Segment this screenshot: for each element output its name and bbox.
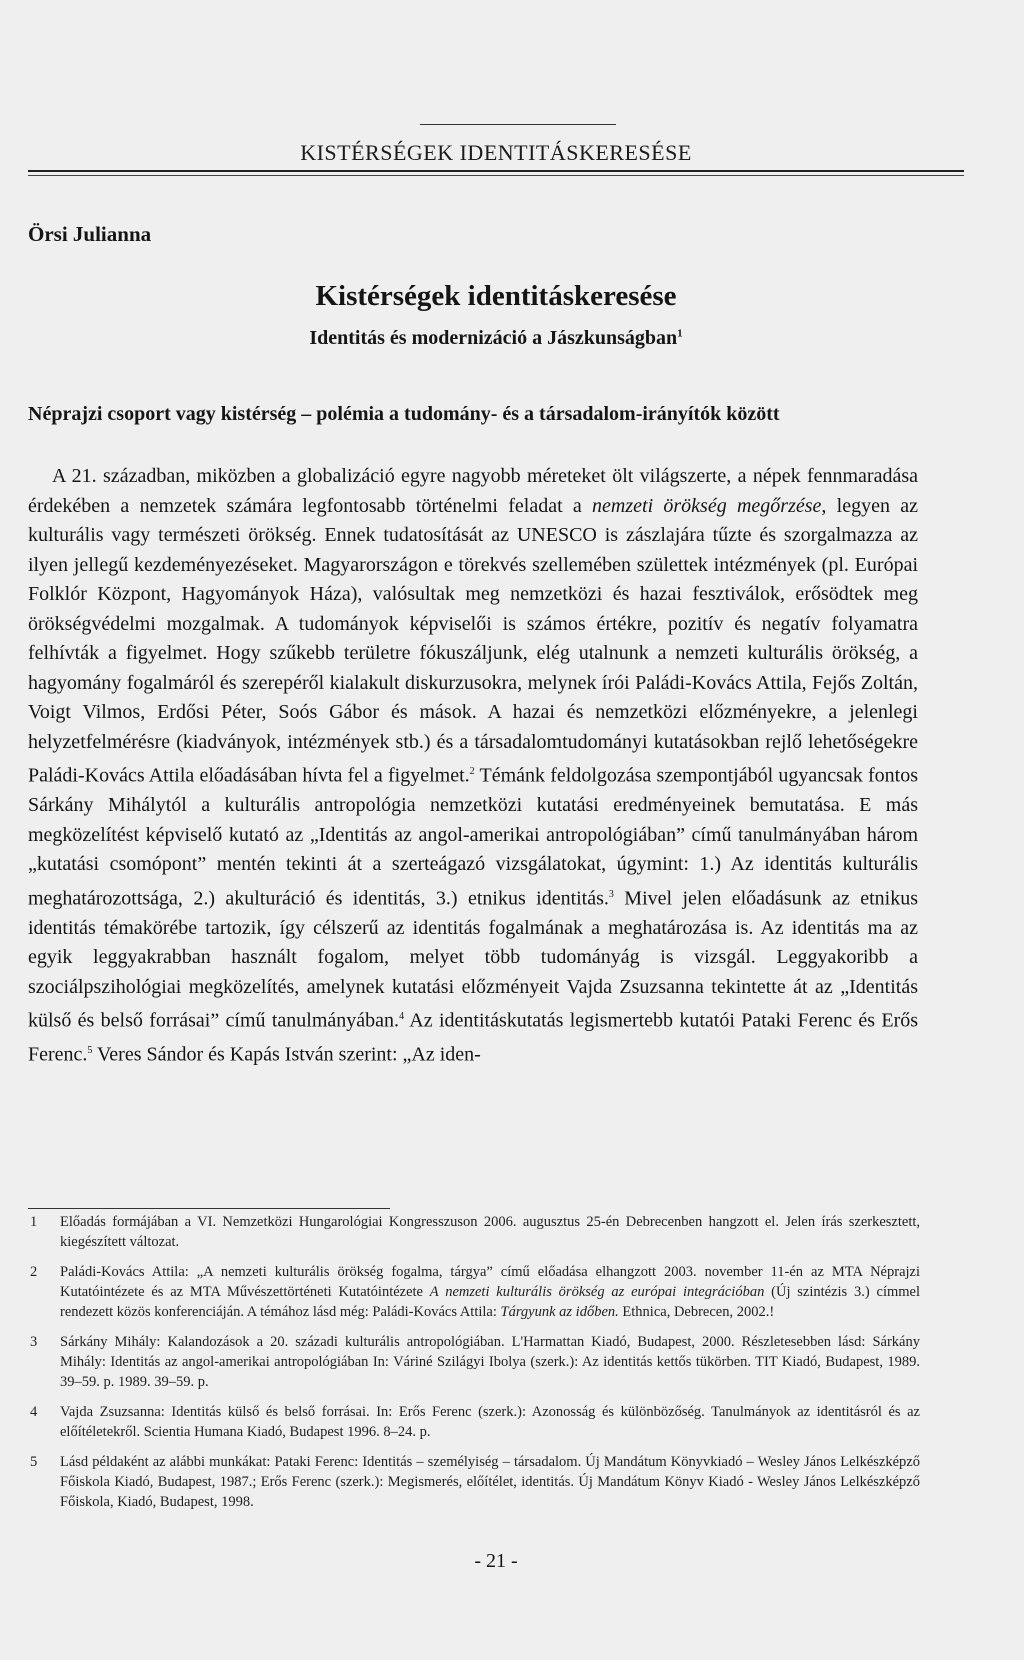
body-text-run: , legyen az kulturális vagy természeti örökség. Ennek tudatosítását az UNESCO is zászlajára tűzte és szorgalmazza az ilyen jellegű kezdeményezéseket. Magyarországon e törekvés szellemében születtek intézmények (pl. Európai Folklór Központ, Hagyományok Háza), valósultak meg nemzetközi és hazai fesztiválok, erősödtek meg örökségvédelmi mozgalmak. A tudományok képviselői is számos értékre, pozitív és negatív folyamatra felhívták a figyelmet. Hogy szűkebb területre fókuszáljunk, elég utalnunk a nemzeti kulturális örökség, a hagyomány fogalmáról és szerepéről kialakult diskurzusokra, melynek írói Paládi-Kovács Attila, Fejős Zoltán, Voigt Vilmos, Erdősi Péter, Soós Gábor és mások. A hazai és nemzetközi előzményekre, a jelenlegi helyzetfelmérésre (kiadványok, intézmények stb.) és a társadalomtudományi kutatásokban rejlő lehetőségekre Paládi-Kovács Attila előadásában hívta fel a figyelmet. — [28, 494, 918, 787]
footnote-text-run: (Új szintézis 3.) címmel rendezett közös konferenciáján. A témához lásd még: Paládi-Kovács Attila: — [60, 1284, 920, 1320]
running-head: KISTÉRSÉGEK IDENTITÁSKERESÉSE — [300, 140, 692, 165]
footnote-ref-4: 4 — [399, 1011, 405, 1023]
article-subtitle — [28, 327, 964, 350]
section-heading: Néprajzi csoport vagy kistérség – polémia a tudomány- és a társadalom-irányítók között — [28, 403, 780, 425]
footnotes — [28, 1212, 920, 1522]
footnote-ref-3: 3 — [608, 888, 614, 900]
body-text-run: Az identitáskutatás legismertebb kutatói Pataki Ferenc és Erős Ferenc. — [28, 1009, 919, 1067]
footnote-number: 2 — [30, 1264, 38, 1280]
footnote-text: Vajda Zsuzsanna: Identitás külső és belső forrásai. In: Erős Ferenc (szerk.): Azonosság és különbözőség. Tanulmányok az identitásról és az előítéletekről. Scientia Humana Kiadó, Budapest 1996. 8–24. p. — [60, 1404, 920, 1440]
footnote-italic-run: A nemzeti kulturális örökség az európai integrációban — [429, 1284, 765, 1300]
footnote-text: Előadás formájában a VI. Nemzetközi Hungarológiai Kongresszuson 2006. augusztus 25-én Debrecenben hangzott el. Jelen írás szerkesztett, kiegészített változat. — [60, 1214, 920, 1250]
footnote-ref-1: 1 — [677, 327, 683, 340]
footnote-text — [60, 1262, 920, 1322]
footnote-number: 1 — [30, 1214, 38, 1230]
footnote-ref-2: 2 — [469, 766, 475, 777]
footnote-number: 3 — [30, 1334, 38, 1350]
footnote-text-run: Paládi-Kovács Attila: „A nemzeti kulturális örökség fogalma, tárgya” című előadása elhangzott 2003. november 11-én az MTA Néprajzi Kutatóintézete és az MTA Művészettörténeti Kutatóintézete — [60, 1264, 920, 1300]
footnote-number: 4 — [30, 1404, 38, 1420]
author-name: Örsi Julianna — [28, 222, 152, 246]
article-title: Kistérségek identitáskeresése — [315, 280, 677, 312]
body-text-run: Mivel jelen előadásunk az etnikus identitás témakörébe tartozik, így célszerű az identitás fogalmának a meghatározása is. Az identitás ma az egyik leggyakrabban használt fogalom, melyet több tudományág is vizsgál. Leggyakoribb a szociálpszihológiai megközelítés, amelynek kutatási előzményeit Vajda Zsuzsanna tekintette át az „Identitás külső és belső forrásai” című tanulmányában. — [28, 887, 918, 1032]
body-text-run: Témánk feldolgozása szempontjából ugyancsak fontos Sárkány Mihálytól a kulturális antropológia nemzetközi kutatási eredményeinek bemutatása. E más megközelítést képviselő kutató az „Identitás az angol-amerikai antropológiában” című tanulmányában három „kutatási csomópont” mentén tekinti át a szerteágazó vizsgálatokat, úgymint: 1.) Az identitás kulturális meghatározottsága, 2.) akulturáció és identitás, 3.) etnikus identitás. — [28, 764, 918, 910]
body-text-run: Veres Sándor és Kapás István szerint: „Az iden- — [92, 1044, 481, 1067]
header-rule-thin — [28, 175, 964, 176]
footnote-text: Sárkány Mihály: Kalandozások a 20. századi kulturális antropológiában. L'Harmattan Kiadó, Budapest, 2000. Részletesebben lásd: Sárkány Mihály: Identitás az angol-amerikai antropológiában In: Váriné Szilágyi Ibolya (szerk.): Az identitás kettős tükörben. TIT Kiadó, Budapest, 1989. 39–59. p. 1989. 39–59. p. — [60, 1334, 920, 1390]
header-top-rule — [420, 124, 616, 125]
page-number: - 21 - — [474, 1550, 518, 1572]
header-rule — [28, 170, 964, 172]
body-italic-run: nemzeti örökség megőrzése — [592, 494, 822, 517]
footnote-item — [28, 1402, 920, 1442]
body-text-run: A 21. században, miközben a globalizáció egyre nagyobb méreteket ölt világszerte, a népek fennmaradása érdekében a nemzetek számára legfontosabb történelmi feladat a — [28, 465, 918, 517]
footnote-item — [28, 1262, 920, 1322]
footnote-separator — [28, 1208, 390, 1209]
footnote-item — [28, 1332, 920, 1392]
footnote-ref-5: 5 — [87, 1045, 93, 1057]
footnote-text-run: Ethnica, Debrecen, 2002.! — [618, 1304, 775, 1320]
footnote-item — [28, 1212, 920, 1252]
footnote-number: 5 — [30, 1454, 38, 1470]
footnote-italic-run: Tárgyunk az időben. — [500, 1304, 619, 1320]
body-text — [28, 462, 918, 1071]
footnote-text: Lásd példaként az alábbi munkákat: Pataki Ferenc: Identitás – személyiség – társadalom. Új Mandátum Könyvkiadó – Wesley János Lelkészképző Főiskola Kiadó, Budapest, 1987.; Erős Ferenc (szerk.): Megismerés, előítélet, identitás. Új Mandátum Könyv Kiadó - Wesley János Lelkészképző Főiskola, Kiadó, Budapest, 1998. — [60, 1454, 920, 1510]
footnote-item — [28, 1452, 920, 1512]
subtitle-text: Identitás és modernizáció a Jászkunságban — [309, 327, 678, 349]
body-paragraph — [28, 462, 918, 1071]
